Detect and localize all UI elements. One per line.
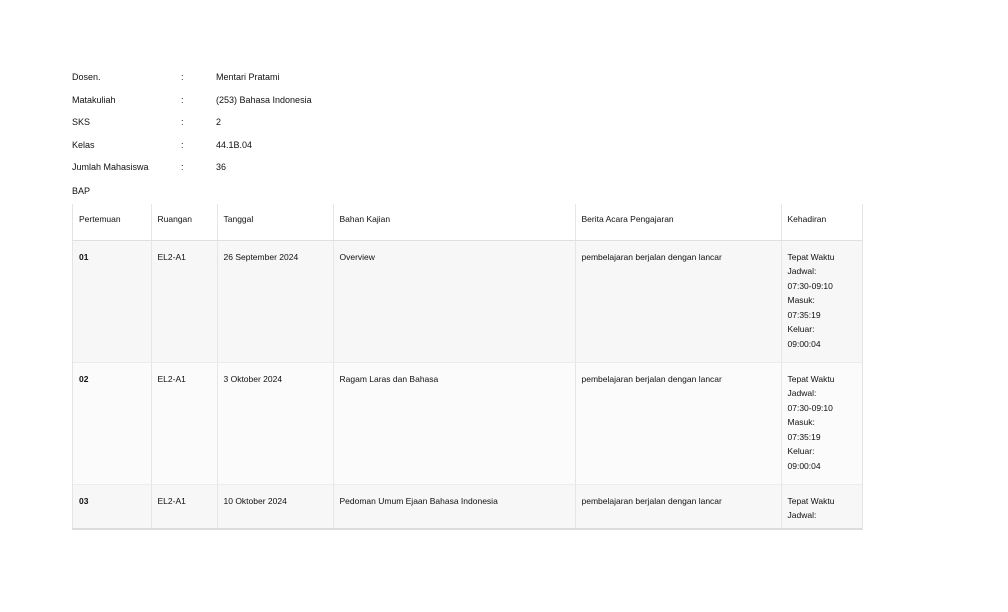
cell-pertemuan: 02	[73, 362, 151, 484]
info-value: (253) Bahasa Indonesia	[216, 94, 312, 105]
header-pertemuan: Pertemuan	[73, 204, 151, 240]
attendance-line: 07:35:19	[787, 431, 821, 442]
info-colon: :	[181, 117, 184, 128]
cell-pertemuan: 01	[73, 240, 151, 362]
info-value: 36	[216, 162, 227, 173]
attendance-line: Keluar:	[787, 324, 815, 334]
cell-kehadiran	[781, 240, 862, 362]
attendance-status: Tepat Waktu	[787, 373, 835, 384]
info-row-matakuliah	[72, 95, 312, 118]
cell-tanggal: 10 Oktober 2024	[217, 484, 333, 530]
course-info	[72, 72, 312, 185]
cell-berita-acara: pembelajaran berjalan dengan lancar	[575, 240, 781, 362]
cell-berita-acara: pembelajaran berjalan dengan lancar	[575, 484, 781, 530]
header-bahan-kajian: Bahan Kajian	[333, 204, 575, 240]
cell-tanggal: 26 September 2024	[217, 240, 333, 362]
bap-table	[73, 204, 862, 530]
attendance-line: Jadwal:	[787, 388, 817, 398]
info-row-dosen	[72, 72, 312, 95]
info-row-jumlah-mahasiswa	[72, 162, 312, 185]
header-berita-acara: Berita Acara Pengajaran	[575, 204, 781, 240]
attendance-line: Keluar:	[787, 446, 815, 456]
info-colon: :	[181, 94, 184, 105]
info-label: SKS	[72, 117, 91, 128]
attendance-line: 09:00:04	[787, 338, 821, 349]
info-value: 2	[216, 117, 222, 128]
header-ruangan: Ruangan	[151, 204, 217, 240]
cell-kehadiran	[781, 362, 862, 484]
attendance-line: Jadwal:	[787, 510, 817, 520]
attendance-line: 07:30-09:10	[787, 280, 833, 291]
attendance-status: Tepat Waktu	[787, 251, 835, 262]
cell-ruangan: EL2-A1	[151, 484, 217, 530]
cell-ruangan: EL2-A1	[151, 240, 217, 362]
table-row	[73, 484, 862, 530]
cell-kehadiran	[781, 484, 862, 530]
cell-berita-acara: pembelajaran berjalan dengan lancar	[575, 362, 781, 484]
attendance-line: 09:00:04	[787, 460, 821, 471]
table-row	[73, 362, 862, 484]
info-row-sks	[72, 117, 312, 140]
header-tanggal: Tanggal	[217, 204, 333, 240]
info-value: Mentari Pratami	[216, 72, 280, 82]
cell-bahan-kajian: Pedoman Umum Ejaan Bahasa Indonesia	[333, 484, 575, 530]
info-colon: :	[181, 139, 184, 150]
table-header-row	[73, 204, 862, 240]
cell-bahan-kajian: Overview	[333, 240, 575, 362]
bap-heading: BAP	[72, 186, 91, 196]
header-kehadiran: Kehadiran	[781, 204, 862, 240]
attendance-line: 07:30-09:10	[787, 402, 833, 413]
cell-pertemuan: 03	[73, 484, 151, 530]
table-row	[73, 240, 862, 362]
info-label: Kelas	[72, 139, 95, 150]
attendance-line: 07:35:19	[787, 309, 821, 320]
info-label: Dosen.	[72, 72, 101, 82]
info-colon: :	[181, 162, 184, 173]
info-label: Matakuliah	[72, 94, 116, 105]
cell-tanggal: 3 Oktober 2024	[217, 362, 333, 484]
bap-table-container	[72, 204, 863, 530]
cell-ruangan: EL2-A1	[151, 362, 217, 484]
attendance-line: Masuk:	[787, 295, 815, 305]
info-label: Jumlah Mahasiswa	[72, 162, 149, 173]
attendance-line: Masuk:	[787, 417, 815, 427]
cell-bahan-kajian: Ragam Laras dan Bahasa	[333, 362, 575, 484]
info-row-kelas	[72, 140, 312, 163]
attendance-status: Tepat Waktu	[787, 495, 835, 506]
attendance-line: Jadwal:	[787, 266, 817, 276]
info-value: 44.1B.04	[216, 139, 253, 150]
info-colon: :	[181, 72, 184, 82]
